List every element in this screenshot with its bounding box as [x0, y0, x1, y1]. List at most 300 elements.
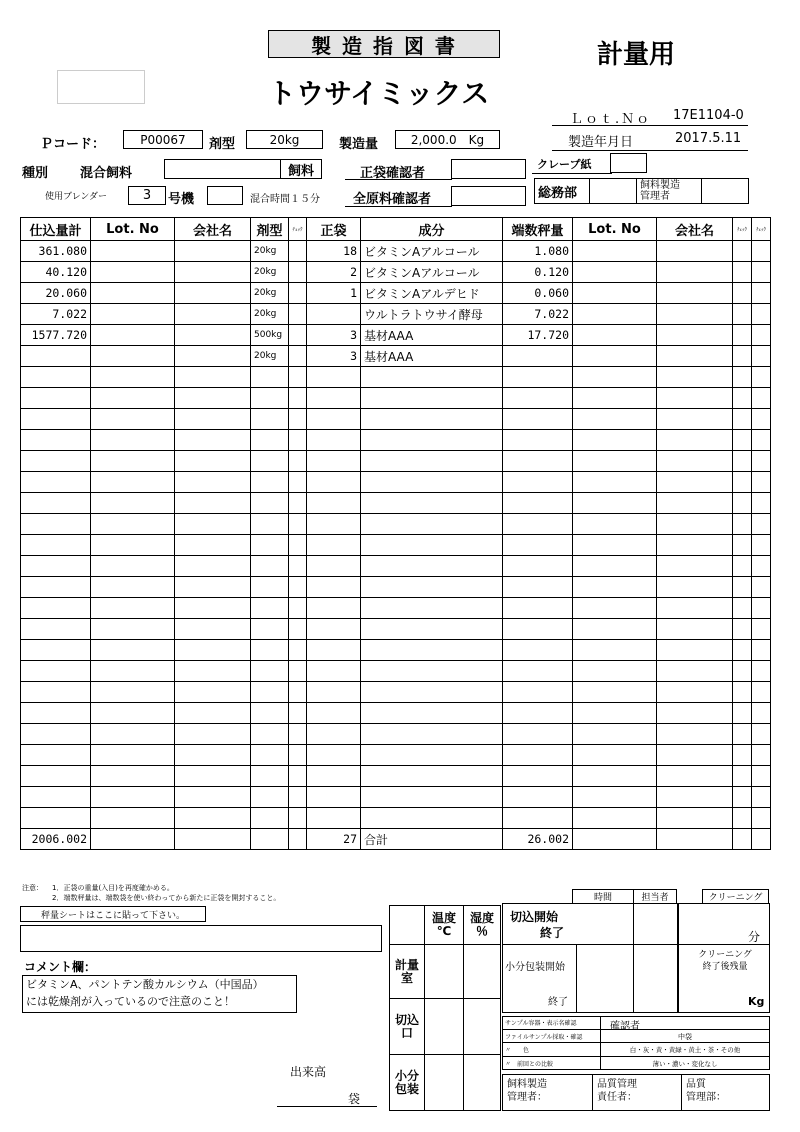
cell-company-2[interactable] [657, 430, 733, 451]
cell-ingredient[interactable] [361, 766, 503, 787]
cell-lot[interactable] [91, 304, 175, 325]
cell-lot[interactable] [91, 535, 175, 556]
cell-lot-2[interactable] [573, 514, 657, 535]
cell-ingredient[interactable] [361, 409, 503, 430]
comment-box[interactable] [22, 975, 297, 1013]
cell-fraction[interactable] [503, 745, 573, 766]
cell-bags[interactable] [307, 535, 361, 556]
cell-form[interactable] [251, 430, 289, 451]
cell-company[interactable] [175, 640, 251, 661]
cell-company-2[interactable] [657, 808, 733, 829]
cell-lot[interactable] [91, 766, 175, 787]
cell-total[interactable] [21, 724, 91, 745]
cell-total[interactable] [21, 619, 91, 640]
cell-company-2[interactable] [657, 472, 733, 493]
cell-total[interactable] [21, 808, 91, 829]
cell-total[interactable] [21, 703, 91, 724]
cell-check[interactable] [289, 535, 307, 556]
cell-fraction[interactable] [503, 787, 573, 808]
cell-check-3[interactable] [752, 472, 771, 493]
cell-check-3[interactable] [752, 766, 771, 787]
cell-total[interactable] [21, 367, 91, 388]
cell-ingredient[interactable]: 合計 [361, 829, 503, 850]
cell-form[interactable] [251, 493, 289, 514]
cell-check-3[interactable] [752, 262, 771, 283]
cell-total[interactable] [21, 787, 91, 808]
cell-bags[interactable] [307, 619, 361, 640]
cell-check-3[interactable] [752, 619, 771, 640]
cell-total[interactable] [21, 661, 91, 682]
cell-company[interactable] [175, 535, 251, 556]
cell-ingredient[interactable]: ビタミンAアルデヒド [361, 283, 503, 304]
cell-form[interactable] [251, 472, 289, 493]
cell-ingredient[interactable] [361, 661, 503, 682]
cell-lot-2[interactable] [573, 619, 657, 640]
cell-ingredient[interactable] [361, 598, 503, 619]
cell-check-2[interactable] [733, 598, 752, 619]
cell-lot-2[interactable] [573, 745, 657, 766]
cell-company-2[interactable] [657, 241, 733, 262]
cell-check-3[interactable] [752, 346, 771, 367]
cell-check-3[interactable] [752, 367, 771, 388]
cell-fraction[interactable] [503, 703, 573, 724]
cell-check[interactable] [289, 829, 307, 850]
bag-checker-field[interactable] [451, 159, 526, 179]
cell-company[interactable] [175, 388, 251, 409]
cell-form[interactable] [251, 514, 289, 535]
cell-ingredient[interactable] [361, 619, 503, 640]
cell-lot-2[interactable] [573, 493, 657, 514]
cell-ingredient[interactable] [361, 682, 503, 703]
cell-lot-2[interactable] [573, 472, 657, 493]
cell-company-2[interactable] [657, 367, 733, 388]
cell-check-3[interactable] [752, 535, 771, 556]
crepe-field[interactable] [610, 153, 647, 173]
cell-fraction[interactable] [503, 640, 573, 661]
cell-check-3[interactable] [752, 640, 771, 661]
cell-check-3[interactable] [752, 661, 771, 682]
cell-check-2[interactable] [733, 241, 752, 262]
cell-check[interactable] [289, 598, 307, 619]
blender-no[interactable]: 3 [128, 186, 166, 205]
cell-fraction[interactable] [503, 724, 573, 745]
cell-check-2[interactable] [733, 724, 752, 745]
cell-check[interactable] [289, 430, 307, 451]
cell-ingredient[interactable]: 基材AAA [361, 325, 503, 346]
cell-lot-2[interactable] [573, 787, 657, 808]
cell-company-2[interactable] [657, 283, 733, 304]
cell-company[interactable] [175, 787, 251, 808]
cell-lot[interactable] [91, 514, 175, 535]
cell-lot[interactable] [91, 283, 175, 304]
cell-lot-2[interactable] [573, 535, 657, 556]
cell-company[interactable] [175, 556, 251, 577]
cell-check-3[interactable] [752, 304, 771, 325]
cell-lot-2[interactable] [573, 451, 657, 472]
cell-lot[interactable] [91, 409, 175, 430]
cell-company[interactable] [175, 367, 251, 388]
cell-lot[interactable] [91, 682, 175, 703]
cell-lot-2[interactable] [573, 598, 657, 619]
cell-company[interactable] [175, 829, 251, 850]
cell-lot[interactable] [91, 577, 175, 598]
weigh-temp[interactable] [424, 944, 464, 999]
cell-lot[interactable] [91, 829, 175, 850]
cell-company[interactable] [175, 766, 251, 787]
type-field[interactable] [164, 159, 281, 179]
cell-company[interactable] [175, 241, 251, 262]
cell-bags[interactable] [307, 808, 361, 829]
cell-lot[interactable] [91, 808, 175, 829]
cell-check[interactable] [289, 724, 307, 745]
cell-form[interactable] [251, 556, 289, 577]
cell-check[interactable] [289, 388, 307, 409]
cell-form[interactable] [251, 703, 289, 724]
cell-check-2[interactable] [733, 430, 752, 451]
cell-check[interactable] [289, 787, 307, 808]
cell-lot-2[interactable] [573, 304, 657, 325]
cell-company[interactable] [175, 325, 251, 346]
cell-fraction[interactable] [503, 451, 573, 472]
cell-ingredient[interactable] [361, 451, 503, 472]
cell-check[interactable] [289, 682, 307, 703]
cell-check[interactable] [289, 304, 307, 325]
cell-fraction[interactable]: 26.002 [503, 829, 573, 850]
cell-ingredient[interactable] [361, 745, 503, 766]
cell-total[interactable] [21, 514, 91, 535]
cell-lot-2[interactable] [573, 346, 657, 367]
cell-check-2[interactable] [733, 661, 752, 682]
cell-lot[interactable] [91, 388, 175, 409]
cell-company-2[interactable] [657, 640, 733, 661]
cell-check-3[interactable] [752, 556, 771, 577]
cell-company-2[interactable] [657, 787, 733, 808]
cell-total[interactable] [21, 430, 91, 451]
cell-bags[interactable] [307, 577, 361, 598]
cell-form[interactable] [251, 661, 289, 682]
cell-check-3[interactable] [752, 514, 771, 535]
cell-total[interactable] [21, 388, 91, 409]
cell-ingredient[interactable] [361, 703, 503, 724]
cell-lot-2[interactable] [573, 367, 657, 388]
cell-fraction[interactable] [503, 577, 573, 598]
cell-total[interactable] [21, 346, 91, 367]
cell-lot[interactable] [91, 430, 175, 451]
cell-ingredient[interactable]: ビタミンAアルコール [361, 241, 503, 262]
cell-total[interactable] [21, 766, 91, 787]
cell-company-2[interactable] [657, 304, 733, 325]
cell-bags[interactable] [307, 430, 361, 451]
machine-field[interactable] [207, 186, 243, 205]
cell-bags[interactable] [307, 514, 361, 535]
cell-check[interactable] [289, 619, 307, 640]
all-checker-field[interactable] [451, 186, 526, 206]
cell-fraction[interactable]: 7.022 [503, 304, 573, 325]
cell-fraction[interactable] [503, 598, 573, 619]
cell-ingredient[interactable]: ビタミンAアルコール [361, 262, 503, 283]
cell-lot[interactable] [91, 703, 175, 724]
cell-lot-2[interactable] [573, 640, 657, 661]
cell-lot[interactable] [91, 556, 175, 577]
cell-form[interactable]: 20kg [251, 304, 289, 325]
cell-company[interactable] [175, 745, 251, 766]
cell-bags[interactable] [307, 367, 361, 388]
cell-company-2[interactable] [657, 577, 733, 598]
cell-ingredient[interactable] [361, 556, 503, 577]
cell-form[interactable] [251, 388, 289, 409]
cell-company-2[interactable] [657, 619, 733, 640]
cell-check-2[interactable] [733, 577, 752, 598]
cell-check-2[interactable] [733, 745, 752, 766]
cell-check-2[interactable] [733, 304, 752, 325]
cell-form[interactable] [251, 409, 289, 430]
cell-company-2[interactable] [657, 514, 733, 535]
cell-bags[interactable] [307, 598, 361, 619]
cell-check[interactable] [289, 241, 307, 262]
cell-bags[interactable] [307, 409, 361, 430]
cell-check-3[interactable] [752, 325, 771, 346]
cell-check[interactable] [289, 283, 307, 304]
cell-total[interactable] [21, 598, 91, 619]
cell-check-2[interactable] [733, 808, 752, 829]
cell-bags[interactable] [307, 472, 361, 493]
cell-lot[interactable] [91, 598, 175, 619]
cell-company-2[interactable] [657, 556, 733, 577]
cell-lot-2[interactable] [573, 577, 657, 598]
cell-bags[interactable] [307, 640, 361, 661]
cell-bags[interactable] [307, 388, 361, 409]
cell-check-3[interactable] [752, 703, 771, 724]
cell-company-2[interactable] [657, 535, 733, 556]
cell-check[interactable] [289, 472, 307, 493]
cell-form[interactable]: 20kg [251, 241, 289, 262]
cell-form[interactable] [251, 682, 289, 703]
cell-total[interactable]: 361.080 [21, 241, 91, 262]
cell-lot[interactable] [91, 745, 175, 766]
cell-check-3[interactable] [752, 388, 771, 409]
subpack-temp[interactable] [424, 1054, 464, 1111]
cut-humid[interactable] [463, 998, 501, 1055]
cell-check-2[interactable] [733, 493, 752, 514]
cell-form[interactable] [251, 766, 289, 787]
cell-fraction[interactable] [503, 535, 573, 556]
cell-form[interactable] [251, 724, 289, 745]
cell-check[interactable] [289, 262, 307, 283]
cell-bags[interactable] [307, 703, 361, 724]
cell-lot[interactable] [91, 367, 175, 388]
cell-bags[interactable] [307, 556, 361, 577]
cell-company-2[interactable] [657, 724, 733, 745]
cell-lot-2[interactable] [573, 766, 657, 787]
cell-company-2[interactable] [657, 451, 733, 472]
cell-check[interactable] [289, 493, 307, 514]
cell-ingredient[interactable]: 基材AAA [361, 346, 503, 367]
cell-bags[interactable] [307, 304, 361, 325]
cell-lot-2[interactable] [573, 829, 657, 850]
cell-company-2[interactable] [657, 598, 733, 619]
cell-fraction[interactable] [503, 556, 573, 577]
cell-ingredient[interactable] [361, 430, 503, 451]
cell-bags[interactable]: 27 [307, 829, 361, 850]
cell-bags[interactable]: 18 [307, 241, 361, 262]
cell-check-2[interactable] [733, 787, 752, 808]
cell-company[interactable] [175, 409, 251, 430]
pcode-field[interactable]: P00067 [123, 130, 203, 149]
cell-fraction[interactable]: 0.060 [503, 283, 573, 304]
cell-ingredient[interactable]: ウルトラトウサイ酵母 [361, 304, 503, 325]
cell-check[interactable] [289, 661, 307, 682]
cell-check-2[interactable] [733, 640, 752, 661]
cell-company[interactable] [175, 514, 251, 535]
cell-check-2[interactable] [733, 682, 752, 703]
cell-total[interactable]: 2006.002 [21, 829, 91, 850]
cell-bags[interactable]: 1 [307, 283, 361, 304]
cell-ingredient[interactable] [361, 640, 503, 661]
cell-company-2[interactable] [657, 829, 733, 850]
cell-fraction[interactable] [503, 367, 573, 388]
cell-fraction[interactable] [503, 766, 573, 787]
cell-ingredient[interactable] [361, 367, 503, 388]
cut-temp[interactable] [424, 998, 464, 1055]
cell-ingredient[interactable] [361, 493, 503, 514]
cell-bags[interactable]: 3 [307, 325, 361, 346]
cell-check-2[interactable] [733, 703, 752, 724]
cell-check-2[interactable] [733, 283, 752, 304]
cell-lot-2[interactable] [573, 661, 657, 682]
cell-lot[interactable] [91, 241, 175, 262]
cell-bags[interactable] [307, 451, 361, 472]
cell-lot-2[interactable] [573, 430, 657, 451]
cell-company[interactable] [175, 598, 251, 619]
cell-total[interactable] [21, 556, 91, 577]
cell-lot[interactable] [91, 451, 175, 472]
cell-lot[interactable] [91, 325, 175, 346]
cell-ingredient[interactable] [361, 388, 503, 409]
cell-company[interactable] [175, 724, 251, 745]
cell-ingredient[interactable] [361, 787, 503, 808]
cell-bags[interactable] [307, 787, 361, 808]
cell-lot[interactable] [91, 619, 175, 640]
cell-total[interactable]: 40.120 [21, 262, 91, 283]
cell-check-3[interactable] [752, 451, 771, 472]
cell-bags[interactable] [307, 661, 361, 682]
cell-company-2[interactable] [657, 745, 733, 766]
cell-total[interactable]: 20.060 [21, 283, 91, 304]
cell-check[interactable] [289, 367, 307, 388]
feed-mgr-field[interactable] [701, 178, 749, 204]
cell-lot-2[interactable] [573, 556, 657, 577]
cell-lot-2[interactable] [573, 409, 657, 430]
cell-company[interactable] [175, 346, 251, 367]
cell-check-3[interactable] [752, 787, 771, 808]
cell-check-3[interactable] [752, 241, 771, 262]
cell-company[interactable] [175, 661, 251, 682]
cell-fraction[interactable]: 17.720 [503, 325, 573, 346]
cell-check-3[interactable] [752, 829, 771, 850]
cell-check[interactable] [289, 766, 307, 787]
cell-check-2[interactable] [733, 451, 752, 472]
cell-company[interactable] [175, 262, 251, 283]
cell-lot[interactable] [91, 724, 175, 745]
cell-bags[interactable] [307, 682, 361, 703]
cell-company-2[interactable] [657, 262, 733, 283]
cell-fraction[interactable]: 1.080 [503, 241, 573, 262]
cell-fraction[interactable] [503, 514, 573, 535]
cell-check-2[interactable] [733, 409, 752, 430]
cell-company[interactable] [175, 451, 251, 472]
cell-company[interactable] [175, 808, 251, 829]
cell-form[interactable] [251, 451, 289, 472]
cell-company-2[interactable] [657, 388, 733, 409]
cell-company[interactable] [175, 430, 251, 451]
cell-check-2[interactable] [733, 514, 752, 535]
cell-company-2[interactable] [657, 346, 733, 367]
cell-bags[interactable] [307, 745, 361, 766]
cell-company[interactable] [175, 577, 251, 598]
cell-ingredient[interactable] [361, 577, 503, 598]
cell-fraction[interactable] [503, 493, 573, 514]
cell-lot[interactable] [91, 787, 175, 808]
cell-check-2[interactable] [733, 346, 752, 367]
cell-total[interactable] [21, 472, 91, 493]
cell-fraction[interactable] [503, 409, 573, 430]
cell-check[interactable] [289, 451, 307, 472]
cell-form[interactable]: 500kg [251, 325, 289, 346]
cell-form[interactable] [251, 745, 289, 766]
cell-form[interactable]: 20kg [251, 283, 289, 304]
cell-company-2[interactable] [657, 493, 733, 514]
cell-lot[interactable] [91, 493, 175, 514]
cell-total[interactable] [21, 535, 91, 556]
cell-check[interactable] [289, 409, 307, 430]
cell-company[interactable] [175, 493, 251, 514]
cell-lot-2[interactable] [573, 241, 657, 262]
cell-fraction[interactable] [503, 388, 573, 409]
cell-check-2[interactable] [733, 535, 752, 556]
cell-check-3[interactable] [752, 430, 771, 451]
cell-bags[interactable] [307, 766, 361, 787]
cell-lot-2[interactable] [573, 682, 657, 703]
cell-total[interactable] [21, 745, 91, 766]
cell-company[interactable] [175, 682, 251, 703]
cell-check-2[interactable] [733, 619, 752, 640]
cell-check[interactable] [289, 346, 307, 367]
cell-check-3[interactable] [752, 409, 771, 430]
cell-lot-2[interactable] [573, 283, 657, 304]
cell-lot-2[interactable] [573, 724, 657, 745]
cell-total[interactable] [21, 577, 91, 598]
sheet-area[interactable] [20, 925, 382, 952]
cell-total[interactable] [21, 409, 91, 430]
cell-check-3[interactable] [752, 745, 771, 766]
cell-ingredient[interactable] [361, 808, 503, 829]
cell-bags[interactable] [307, 724, 361, 745]
cell-form[interactable] [251, 640, 289, 661]
cell-check-3[interactable] [752, 808, 771, 829]
cell-fraction[interactable] [503, 346, 573, 367]
cell-lot[interactable] [91, 262, 175, 283]
subpack-humid[interactable] [463, 1054, 501, 1111]
cell-check-3[interactable] [752, 283, 771, 304]
cell-fraction[interactable] [503, 808, 573, 829]
cell-check-2[interactable] [733, 829, 752, 850]
cell-total[interactable]: 1577.720 [21, 325, 91, 346]
cell-lot-2[interactable] [573, 325, 657, 346]
cell-lot-2[interactable] [573, 262, 657, 283]
cell-company-2[interactable] [657, 766, 733, 787]
cell-form[interactable] [251, 829, 289, 850]
cell-lot-2[interactable] [573, 388, 657, 409]
